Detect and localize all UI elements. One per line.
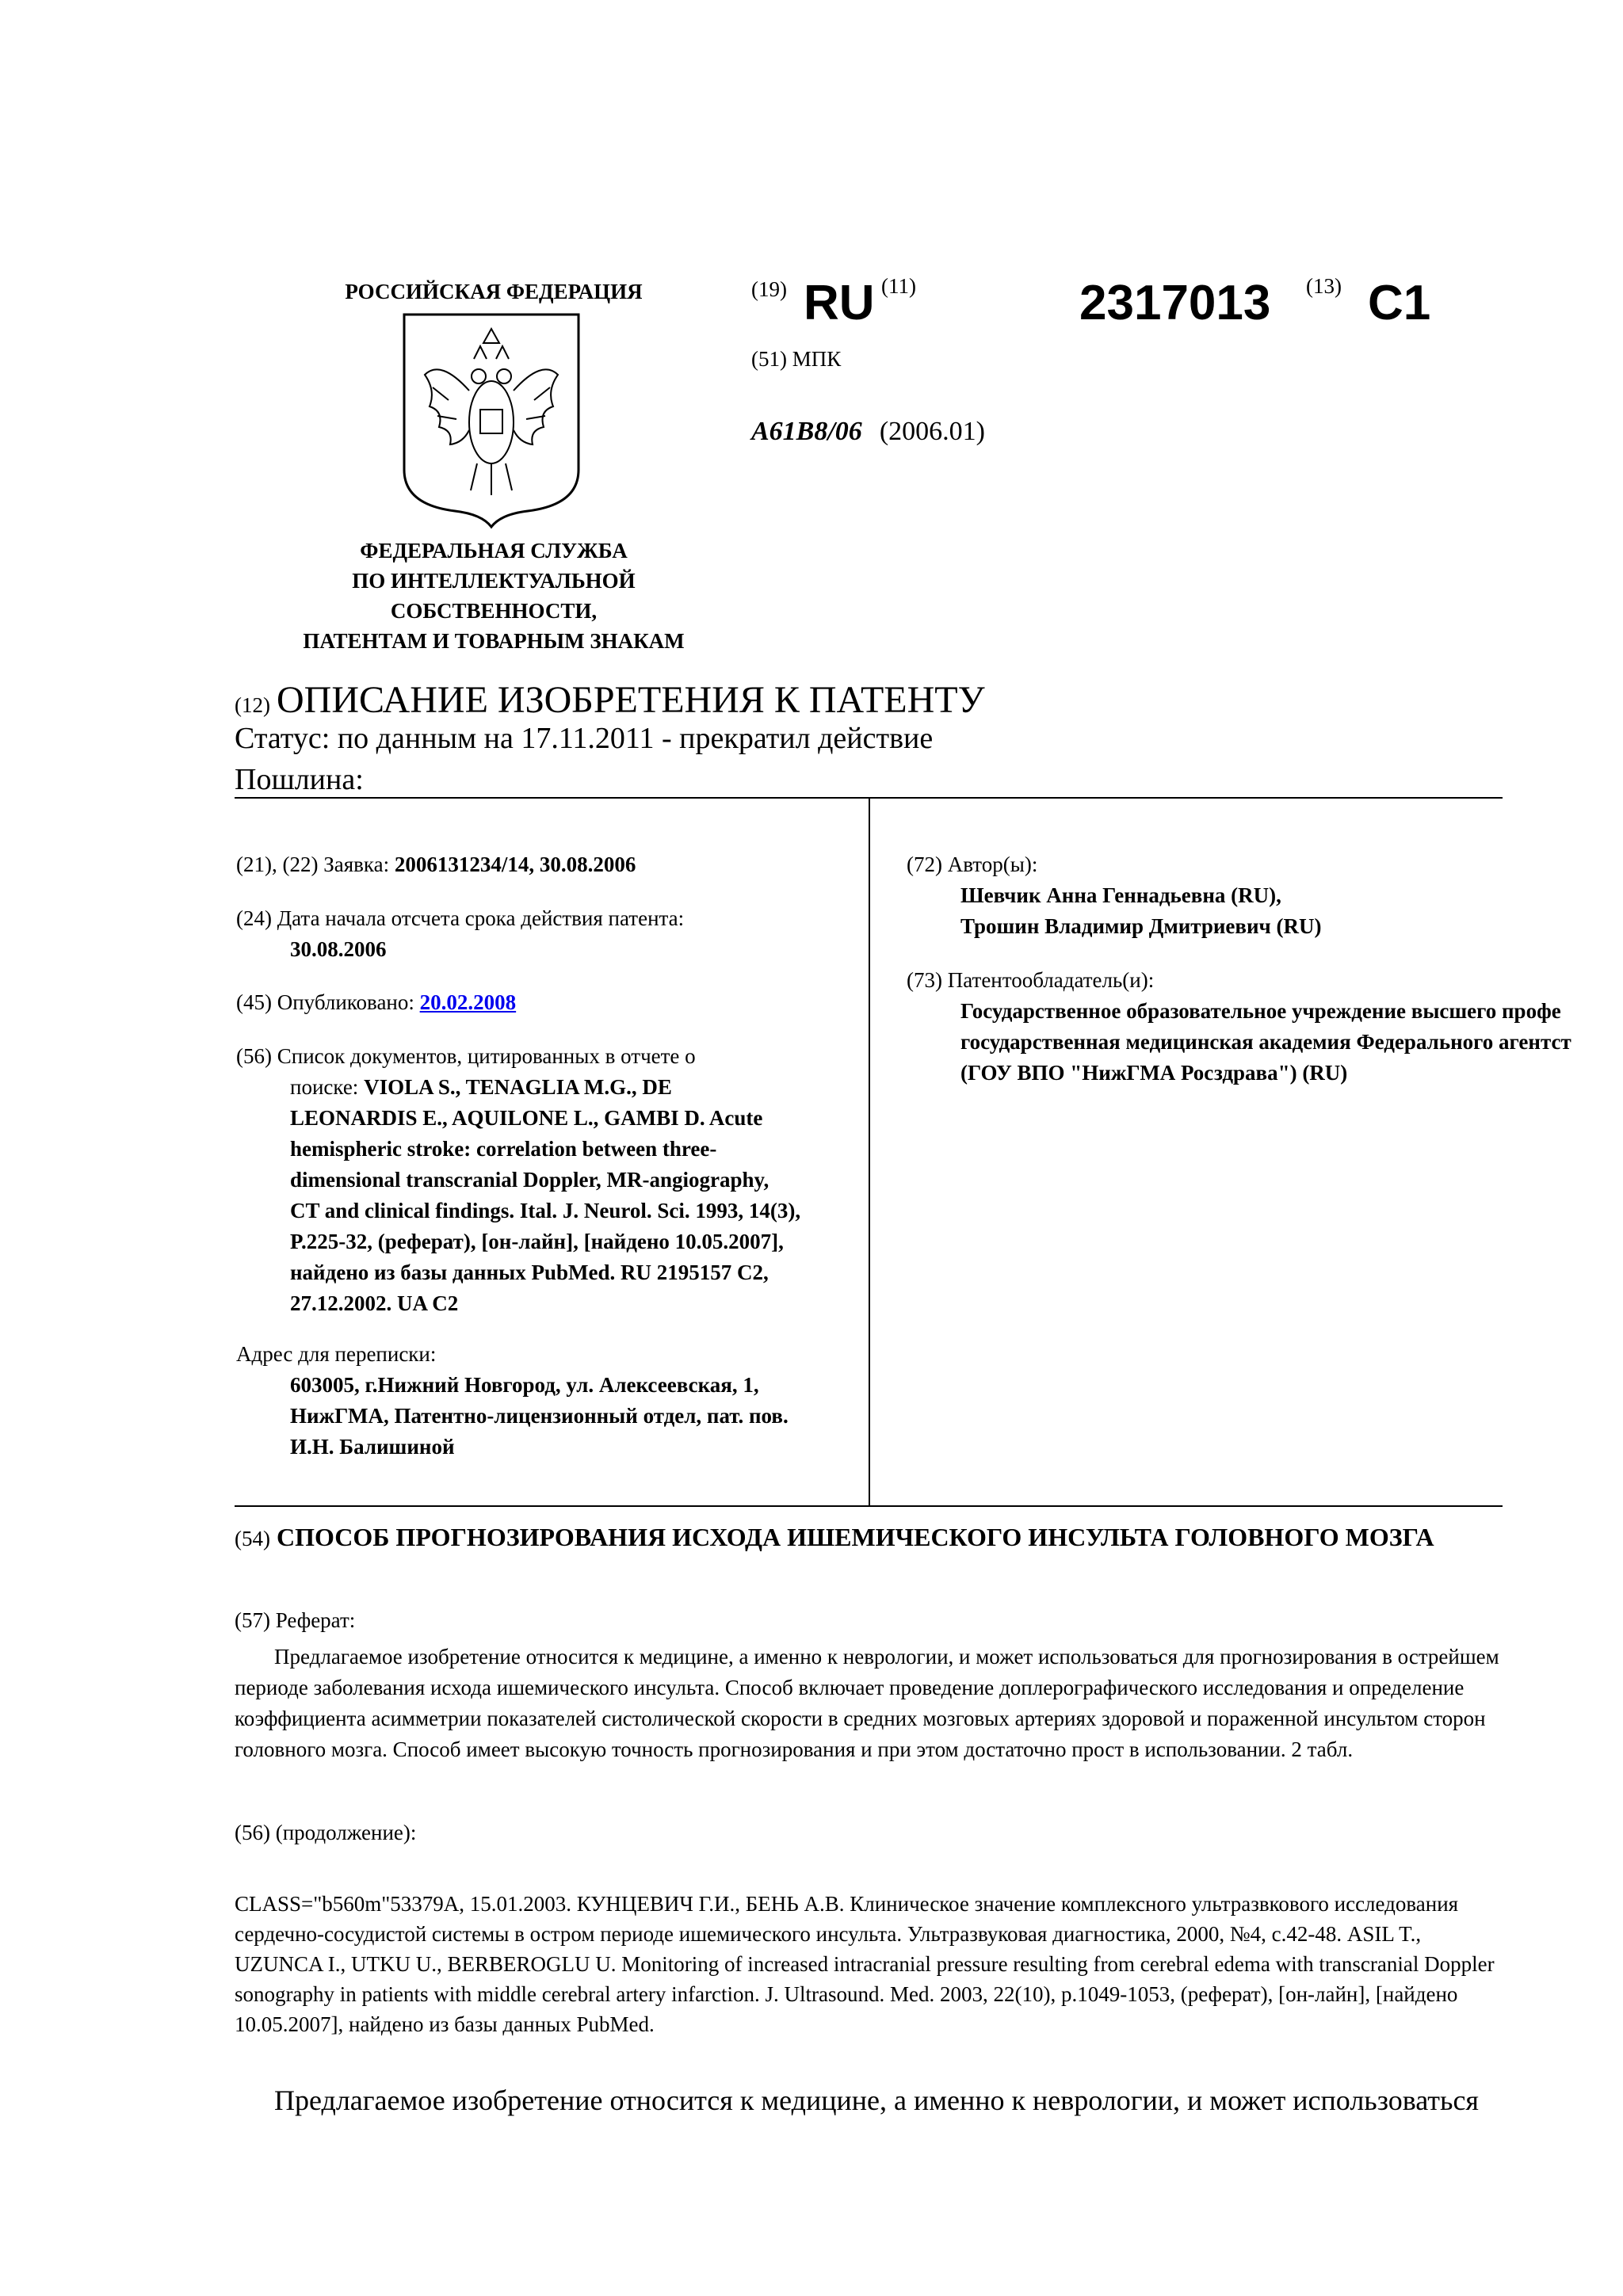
application-value: 2006131234/14, 30.08.2006 — [394, 852, 636, 876]
country-code: RU — [804, 276, 875, 330]
correspondence-address — [236, 1339, 854, 1463]
authors-label: (72) Автор(ы): — [907, 852, 1038, 876]
address-label: Адрес для переписки: — [236, 1342, 437, 1366]
published-field — [236, 987, 516, 1018]
patent-holder-field — [907, 965, 1623, 1089]
cited-line: найдено из базы данных PubMed. RU 2195157 C2, — [290, 1261, 769, 1284]
invention-title-text: СПОСОБ ПРОГНОЗИРОВАНИЯ ИСХОДА ИШЕМИЧЕСКОГО ИНСУЛЬТА ГОЛОВНОГО МОЗГА — [276, 1523, 1434, 1551]
continued-label: (56) (продолжение): — [235, 1821, 417, 1844]
field-code-12: (12) — [235, 693, 270, 717]
cited-line: CT and clinical findings. Ital. J. Neurol. Sci. 1993, 14(3), — [290, 1199, 801, 1222]
address-line: 603005, г.Нижний Новгород, ул. Алексеевская, 1, — [290, 1373, 759, 1397]
agency-line: ФЕДЕРАЛЬНАЯ СЛУЖБА — [360, 539, 628, 563]
holder-label: (73) Патентообладатель(и): — [907, 968, 1155, 992]
field-code-11: (11) — [881, 274, 916, 298]
abstract-text: Предлагаемое изобретение относится к медицине, а именно к неврологии, и может использоваться для прогнозирования в острейшем периоде заболевания исхода ишемического инсульта. Способ включает проведение доплерографического исследования и определение коэффициента асимметрии показателей систолической скорости в средних мозговых артериях здоровой и пораженной инсультом сторон головного мозга. Способ имеет высокую точность прогнозирования и при этом достаточно прост в использовании. 2 табл. — [235, 1645, 1499, 1761]
cited-line: 27.12.2002. UA C2 — [290, 1291, 459, 1315]
agency-line: ПАТЕНТАМ И ТОВАРНЫМ ЗНАКАМ — [303, 629, 685, 653]
author-name: Шевчик Анна Геннадьевна (RU), — [960, 883, 1281, 907]
invention-title — [235, 1521, 1503, 1554]
column-divider — [869, 797, 870, 1507]
patent-status: Статус: по данным на 17.11.2011 - прекратил действие — [235, 722, 934, 755]
cited-label-cont: поиске: — [290, 1075, 365, 1099]
holder-line: государственная медицинская академия Федерального агентст — [960, 1030, 1571, 1054]
field-code-13: (13) — [1306, 274, 1342, 298]
published-label: (45) Опубликовано: — [236, 990, 420, 1014]
description-start: Предлагаемое изобретение относится к медицине, а именно к неврологии, и может использоваться — [274, 2084, 1479, 2116]
abstract-label: (57) Реферат: — [235, 1608, 356, 1632]
continued-references: CLASS="b560m"53379A, 15.01.2003. КУНЦЕВИЧ Г.И., БЕНЬ А.В. Клиническое значение комплексного ультразвкового исследования сердечно-сосудистой системы в остром периоде ишемического инсульта. Ультразвуковая диагностика, 2000, №4, с.42-48. ASIL T., UZUNCA I., UTKU U., BERBEROGLU U. Monitoring of increased intracranial pressure resulting from cerebral edema with transcranial Doppler sonography in patients with middle cerebral artery infarction. J. Ultrasound. Med. 2003, 22(10), p.1049-1053, (реферат), [он-лайн], [найдено 10.05.2007], найдено из базы данных PubMed. — [235, 1892, 1495, 2036]
holder-line: (ГОУ ВПО "НижГМА Росздрава") (RU) — [960, 1061, 1348, 1085]
cited-line: dimensional transcranial Doppler, MR-angiography, — [290, 1168, 769, 1192]
application-field — [236, 849, 636, 880]
start-date-field — [236, 903, 684, 965]
cited-line: hemispheric stroke: correlation between three- — [290, 1137, 717, 1161]
patent-number: 2317013 — [1079, 276, 1271, 330]
duty-label: Пошлина: — [235, 763, 364, 796]
start-date-label: (24) Дата начала отсчета срока действия патента: — [236, 906, 685, 930]
application-label: (21), (22) Заявка: — [236, 852, 395, 876]
cited-documents — [236, 1041, 838, 1319]
country-name: РОССИЙСКАЯ ФЕДЕРАЦИЯ — [345, 280, 643, 303]
cited-label: (56) Список документов, цитированных в отчете о — [236, 1044, 696, 1068]
author-name: Трошин Владимир Дмитриевич (RU) — [960, 914, 1322, 938]
authors-field — [907, 849, 1322, 942]
field-code-54: (54) — [235, 1527, 270, 1550]
divider-bottom — [235, 1505, 1503, 1507]
document-title-text: ОПИСАНИЕ ИЗОБРЕТЕНИЯ К ПАТЕНТУ — [276, 679, 985, 721]
cited-line — [236, 1072, 838, 1103]
field-code-19: (19) — [751, 277, 787, 301]
holder-line: Государственное образовательное учреждение высшего профе — [960, 999, 1561, 1023]
cited-line: P.225-32, (реферат), [он-лайн], [найдено 10.05.2007], — [290, 1230, 784, 1253]
address-line: НижГМА, Патентно-лицензионный отдел, пат. пов. — [290, 1404, 789, 1428]
document-title — [235, 678, 985, 722]
agency-name — [269, 536, 718, 656]
cited-value: VIOLA S., TENAGLIA M.G., DE — [364, 1075, 672, 1099]
ipc-class: A61B8/06 — [751, 417, 862, 446]
coat-of-arms-icon — [401, 311, 582, 530]
ipc-classification — [751, 417, 985, 447]
agency-line: ПО ИНТЕЛЛЕКТУАЛЬНОЙ — [352, 569, 636, 593]
cited-line: LEONARDIS E., AQUILONE L., GAMBI D. Acute — [290, 1106, 763, 1130]
address-line: И.Н. Балишиной — [290, 1435, 455, 1459]
agency-line: СОБСТВЕННОСТИ, — [390, 599, 598, 623]
published-date-link[interactable]: 20.02.2008 — [419, 990, 517, 1014]
kind-code: C1 — [1368, 276, 1431, 330]
ipc-label: (51) МПК — [751, 347, 842, 371]
start-date-value: 30.08.2006 — [290, 937, 387, 961]
ipc-version: (2006.01) — [879, 417, 985, 446]
